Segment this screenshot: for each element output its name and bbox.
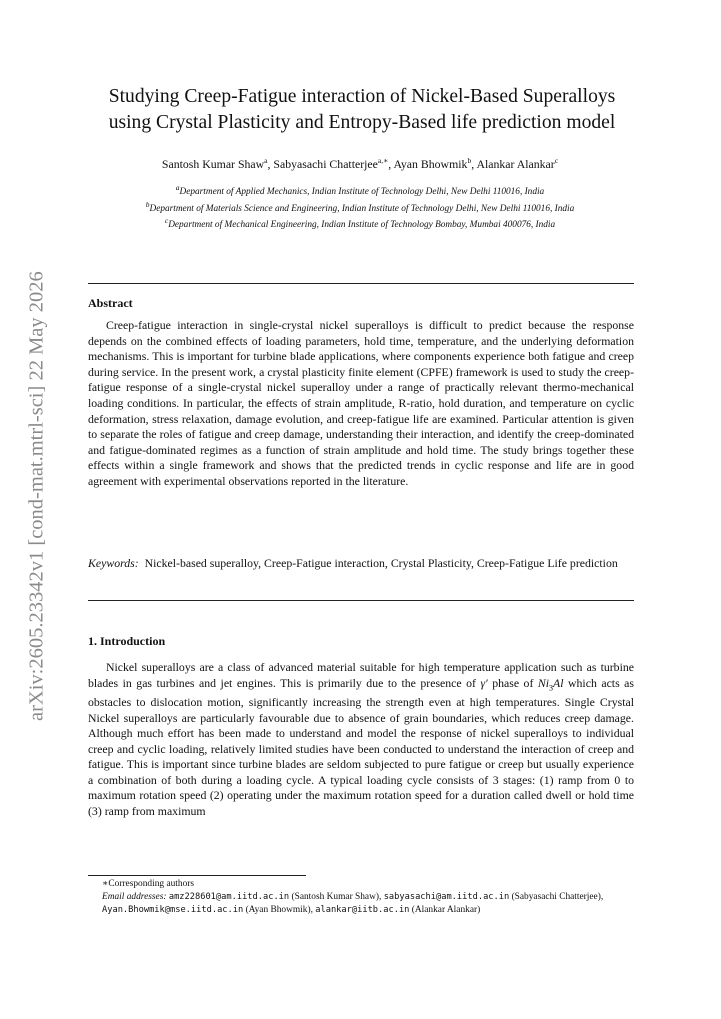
affiliation: $^c$Department of Mechanical Engineering, Indian Institute of Technology Bombay, Mumbai 400076, India	[164, 216, 556, 231]
footnotes	[88, 878, 634, 917]
author-list	[80, 153, 640, 172]
affiliation: $^a$Department of Applied Mechanics, Indian Institute of Technology Delhi, New Delhi 110016, India	[175, 183, 545, 198]
email-link[interactable]: alankar@iitb.ac.in	[315, 905, 410, 915]
affiliation: $^b$Department of Materials Science and Engineering, Indian Institute of Technology Delhi, New Delhi 110016, India	[145, 199, 575, 214]
keywords	[88, 555, 634, 571]
introduction-paragraph: Nickel superalloys are a class of advanced material suitable for high temperature application such as turbine blades in gas turbines and jet engines. This is primarily due to the presence of γ′ phase of $Ni_3Al$ which acts as obstacles to dislocation motion, significantly increasing the strength even at high temperatures. Single Crystal Nickel superalloys are particularly favourable due to absence of grain boundaries, which reduces creep damage. Although much effort has been made to understand and model the response of nickel superalloys to individual creep and cyclic loading, relatively limited studies have been conducted to understand the interaction of creep and fatigue. This is important since turbine blades are seldom subjected to pure fatigue or creep but usually experience a combination of both during a loading cycle. A typical loading cycle consists of 3 stages: (1) ramp from 0 to maximum rotation speed (2) operating under the maximum rotation speed for a duration called dwell or hold time (3) ramp from maximum	[88, 660, 634, 818]
author: Alankar Alankar$^c$	[476, 156, 559, 171]
keywords-text: Nickel-based superalloy, Creep-Fatigue interaction, Crystal Plasticity, Creep-Fatigue Life prediction	[144, 556, 618, 570]
keywords-label: Keywords:	[88, 556, 139, 570]
title-line-1: Studying Creep-Fatigue interaction of Nickel-Based Superalloys	[108, 86, 616, 107]
author: Santosh Kumar Shaw$^a$,	[161, 156, 274, 171]
abstract-heading: Abstract	[88, 296, 133, 310]
abstract-text: Creep-fatigue interaction in single-crystal nickel superalloys is difficult to predict because the response depends on the combined effects of loading parameters, hold time, temperature, and the underlying deformation mechanisms. This is important for turbine blade applications, where components experience both fatigue and creep during service. In the present work, a crystal plasticity finite element (CPFE) framework is used to study the creep-fatigue response of a single-crystal nickel superalloy under a range of practically relevant thermo-mechanical loading conditions. In particular, the effects of strain amplitude, R-ratio, hold duration, and temperature on cyclic deformation, stress relaxation, damage evolution, and creep-fatigue life are examined. Particular attention is given to separate the roles of fatigue and creep damage, understanding their interaction, and identify the creep-dominated and fatigue-dominated regimes as a function of strain amplitude and hold time. The study brings together these effects within a single framework and shows that the predicted trends in cyclic response and life are in good agreement with experimental observations reported in the literature.	[88, 318, 634, 488]
abstract-top-rule	[88, 283, 634, 284]
author: Ayan Bhowmik$^b$,	[393, 156, 477, 171]
arxiv-identifier-stamp: arXiv:2605.23342v1 [cond-mat.mtrl-sci] 22 May 2026	[25, 271, 48, 721]
footnote-emails: Email addresses: amz228601@am.iitd.ac.in (Santosh Kumar Shaw), sabyasachi@am.iitd.ac.in (Sabyasachi Chatterjee), Ayan.Bhowmik@mse.iitd.ac.in (Ayan Bhowmik), alankar@iitb.ac.in (Alankar Alankar)	[102, 892, 604, 915]
email-link[interactable]: amz228601@am.iitd.ac.in	[168, 892, 290, 902]
paper-title	[82, 84, 642, 136]
footnote-corresponding: ∗Corresponding authors	[102, 879, 195, 889]
title-line-2: using Crystal Plasticity and Entropy-Based life prediction model	[108, 112, 616, 133]
author: Sabyasachi Chatterjee$^{a,∗}$,	[273, 156, 394, 171]
email-link[interactable]: Ayan.Bhowmik@mse.iitd.ac.in	[102, 905, 244, 915]
abstract-bottom-rule	[88, 600, 634, 601]
affiliations	[86, 182, 634, 232]
section-heading-introduction: 1. Introduction	[88, 634, 166, 648]
email-link[interactable]: sabyasachi@am.iitd.ac.in	[383, 892, 510, 902]
footnote-rule	[88, 875, 306, 876]
